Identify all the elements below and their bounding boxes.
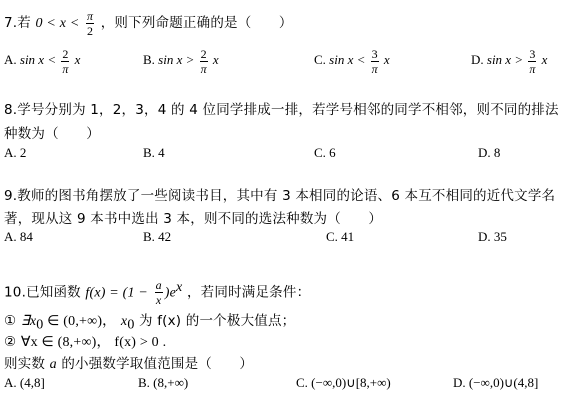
q10-cond1-marker: ① — [4, 313, 17, 329]
q7-option-b: B. sin x > $\frac{2}{\pi}$ x — [143, 46, 219, 76]
q7-condition: 0 < x < — [35, 16, 80, 31]
q9-line1: 9.教师的图书角摆放了一些阅读书目，其中有 3 本相同的论语、6 本互不相同的近代文学名 — [4, 188, 556, 204]
q9-option-c: C. 41 — [326, 229, 355, 244]
q7-prefix: 7.若 — [4, 15, 31, 31]
q9-line2: 著，现从这 9 本书中选出 3 本，则不同的选法种数为（ ） — [4, 211, 383, 227]
q7-option-d: D. sin x > $\frac{3}{\pi}$ x — [471, 46, 548, 76]
q10-condition-1: ① $\exists x_0$ ∈ (0,+∞)， $x_0$ 为 f(x) 的一个极大值点； — [4, 313, 296, 333]
q10-stem — [4, 270, 310, 306]
q8-option-a: A. 2 — [4, 145, 27, 160]
q7-stem — [4, 6, 293, 40]
q10-suffix: ，若同时满足条件： — [186, 284, 311, 301]
q10-option-b: B. (8,+∞) — [138, 375, 189, 390]
q10-exp: x — [176, 280, 183, 295]
q10-prefix: 10.已知函数 — [4, 284, 81, 301]
q7-suffix: ，则下列命题正确的是（ ） — [100, 15, 293, 31]
q8-line2: 种数为（ ） — [4, 126, 100, 142]
q9-option-a: A. 84 — [4, 229, 33, 244]
q7-option-c: C. sin x < $\frac{3}{\pi}$ x — [314, 46, 390, 76]
q10-cond2-marker: ② — [4, 334, 17, 350]
q10-func-left: f(x) = (1 − — [85, 285, 149, 301]
q9-option-b: B. 42 — [143, 229, 172, 244]
q10-option-c: C. (−∞,0)∪[8,+∞) — [296, 375, 391, 390]
q10-a-over-x: $\frac{a}{x}$ — [155, 278, 162, 307]
q10-option-a: A. (4,8] — [4, 375, 45, 390]
q10-condition-2: ② ∀x ∈ (8,+∞)， f(x) > 0 . — [4, 334, 167, 350]
q9-option-d: D. 35 — [478, 229, 507, 244]
q8-line1: 8.学号分别为 1，2，3，4 的 4 位同学排成一排，若学号相邻的同学不相邻，则不同的排法 — [4, 102, 559, 118]
q7-pi-over-two: $\frac{\pi}{2}$ — [87, 8, 94, 38]
q8-option-c: C. 6 — [314, 145, 336, 160]
q7-option-a: A. sin x < $\frac{2}{\pi}$ x — [4, 46, 81, 76]
q8-option-d: D. 8 — [478, 145, 501, 160]
q10-func-right: )e — [164, 285, 177, 301]
q10-option-d: D. (−∞,0)∪(4,8] — [453, 375, 539, 390]
q8-option-b: B. 4 — [143, 145, 165, 160]
q10-ask: 则实数 a 的小强数学取值范围是（ ） — [4, 356, 254, 372]
